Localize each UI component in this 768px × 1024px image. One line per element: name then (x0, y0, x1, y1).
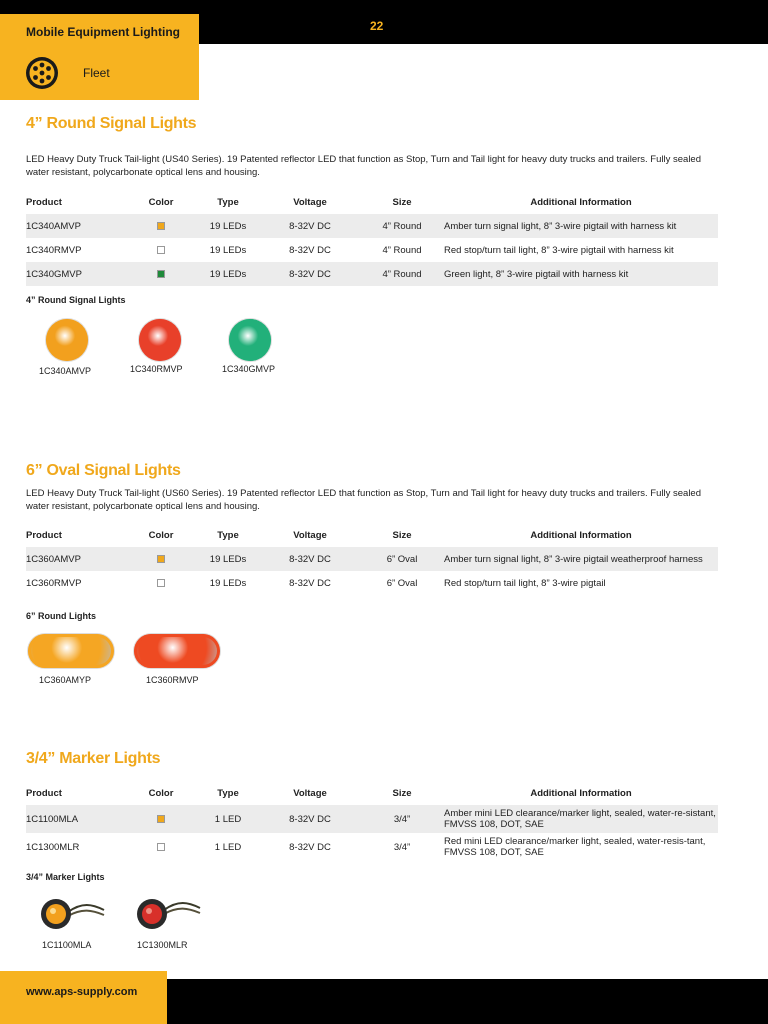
size: 4” Round (382, 244, 422, 256)
led-type: 1 LED (214, 841, 242, 853)
image-caption: 1C1100MLA (42, 940, 92, 950)
product-image-1c340gmvp (229, 319, 271, 361)
additional-info: Red mini LED clearance/marker light, sealed, water-resis-tant, FMVSS 108, DOT, SAE (444, 836, 706, 858)
col-info: Additional Information (530, 196, 632, 208)
col-type: Type (217, 196, 239, 208)
size: 4” Round (360, 262, 444, 286)
product-image-1c340rmvp (139, 319, 181, 361)
product-code: 1C340GMVP (26, 262, 126, 286)
col-color: Color (148, 787, 174, 799)
col-voltage: Voltage (293, 787, 327, 799)
lamp-lens (46, 904, 66, 924)
color-swatch (157, 270, 165, 278)
footer-url-link[interactable]: www.aps-supply.com (26, 986, 138, 998)
voltage: 8-32V DC (260, 262, 360, 286)
size: 3/4” (393, 841, 411, 853)
size: 6” Oval (360, 547, 444, 571)
additional-info: Amber mini LED clearance/marker light, sealed, water-re-sistant, FMVSS 108, DOT, SAE (444, 805, 718, 833)
additional-info: Amber turn signal light, 8” 3-wire pigtail with harness kit (444, 214, 718, 238)
voltage: 8-32V DC (260, 805, 360, 833)
product-image-1c1300mlr (134, 892, 202, 932)
color-swatch (157, 815, 165, 823)
additional-info: Red stop/turn tail light, 8” 3-wire pigtail (444, 577, 606, 589)
additional-info: Green light, 8” 3-wire pigtail with harness kit (444, 262, 718, 286)
gallery-label-4in-round: 4” Round Signal Lights (26, 295, 126, 305)
col-color: Color (148, 196, 174, 208)
brand-subtitle: Fleet (83, 66, 110, 80)
section-description-4in-round: LED Heavy Duty Truck Tail-light (US40 Series). 19 Patented reflector LED that function as Stop, Turn and Tail light for heavy duty trucks and trailers. Fully sealed water resistant, polycarbonate optical lens and housing. (26, 154, 702, 178)
col-color: Color (148, 529, 174, 541)
led-type: 19 LEDs (196, 262, 260, 286)
image-caption: 1C340AMVP (39, 366, 92, 376)
col-type: Type (217, 787, 239, 799)
table-header-row (26, 523, 718, 547)
brand-box (0, 14, 199, 100)
lamp-lens (142, 904, 162, 924)
product-image-1c1100mla (38, 892, 106, 932)
spec-table-marker (26, 781, 718, 861)
product-code: 1C1100MLA (26, 805, 126, 833)
color-swatch (157, 222, 165, 230)
section-title-marker: 3/4” Marker Lights (26, 750, 161, 767)
table-row (26, 262, 718, 286)
product-code: 1C340RMVP (26, 244, 82, 256)
product-image-1c360rmvp (134, 634, 220, 668)
color-swatch (157, 843, 165, 851)
gallery-label-6in-oval: 6” Round Lights (26, 611, 96, 621)
product-code: 1C360RMVP (26, 577, 82, 589)
color-swatch (157, 246, 165, 254)
additional-info: Amber turn signal light, 8” 3-wire pigtail weatherproof harness (444, 547, 718, 571)
table-header-row (26, 190, 718, 214)
led-type: 19 LEDs (209, 244, 247, 256)
table-header-row (26, 781, 718, 805)
col-size: Size (392, 196, 412, 208)
image-caption: 1C340RMVP (130, 364, 183, 374)
section-title-4in-round: 4” Round Signal Lights (26, 115, 197, 132)
image-caption: 1C360AMYP (39, 675, 92, 685)
section-title-6in-oval: 6” Oval Signal Lights (26, 462, 181, 479)
table-row (26, 571, 718, 595)
led-type: 1 LED (196, 805, 260, 833)
table-row (26, 238, 718, 262)
col-voltage: Voltage (293, 196, 327, 208)
product-code: 1C1300MLR (26, 841, 80, 853)
table-row (26, 547, 718, 571)
voltage: 8-32V DC (260, 214, 360, 238)
table-row (26, 833, 718, 861)
col-info: Additional Information (530, 529, 632, 541)
col-product: Product (26, 196, 62, 208)
col-size: Size (392, 529, 412, 541)
led-type: 19 LEDs (209, 577, 247, 589)
product-image-1c340amvp (46, 319, 88, 361)
footer-bar (167, 979, 768, 1024)
brand-title: Mobile Equipment Lighting (26, 25, 180, 39)
image-caption: 1C1300MLR (137, 940, 188, 950)
spec-table-4in-round (26, 190, 718, 286)
gallery-label-marker: 3/4” Marker Lights (26, 872, 105, 882)
col-voltage: Voltage (293, 529, 327, 541)
voltage: 8-32V DC (289, 244, 331, 256)
additional-info: Red stop/turn tail light, 8” 3-wire pigtail with harness kit (444, 244, 674, 256)
size: 6” Oval (386, 577, 418, 589)
size: 4” Round (360, 214, 444, 238)
product-code: 1C360AMVP (26, 547, 126, 571)
section-description-6in-oval: LED Heavy Duty Truck Tail-light (US60 Series). 19 Patented reflector LED that function as Stop, Turn and Tail light for heavy duty trucks and trailers. Fully sealed water resistant, polycarbonate optical lens and housing. (26, 488, 702, 512)
image-caption: 1C360RMVP (146, 675, 199, 685)
led-type: 19 LEDs (196, 214, 260, 238)
col-size: Size (392, 787, 412, 799)
voltage: 8-32V DC (260, 547, 360, 571)
color-swatch (157, 555, 165, 563)
led-type: 19 LEDs (196, 547, 260, 571)
connector-plug-icon (25, 56, 59, 90)
size: 3/4” (360, 805, 444, 833)
product-code: 1C340AMVP (26, 214, 126, 238)
col-info: Additional Information (530, 787, 632, 799)
spec-table-6in-oval (26, 523, 718, 595)
voltage: 8-32V DC (289, 577, 331, 589)
image-caption: 1C340GMVP (222, 364, 276, 374)
table-row (26, 805, 718, 833)
table-row (26, 214, 718, 238)
col-product: Product (26, 529, 62, 541)
color-swatch (157, 579, 165, 587)
col-type: Type (217, 529, 239, 541)
col-product: Product (26, 787, 62, 799)
page-number: 22 (370, 19, 384, 33)
voltage: 8-32V DC (289, 841, 331, 853)
product-image-1c360amyp (28, 634, 114, 668)
